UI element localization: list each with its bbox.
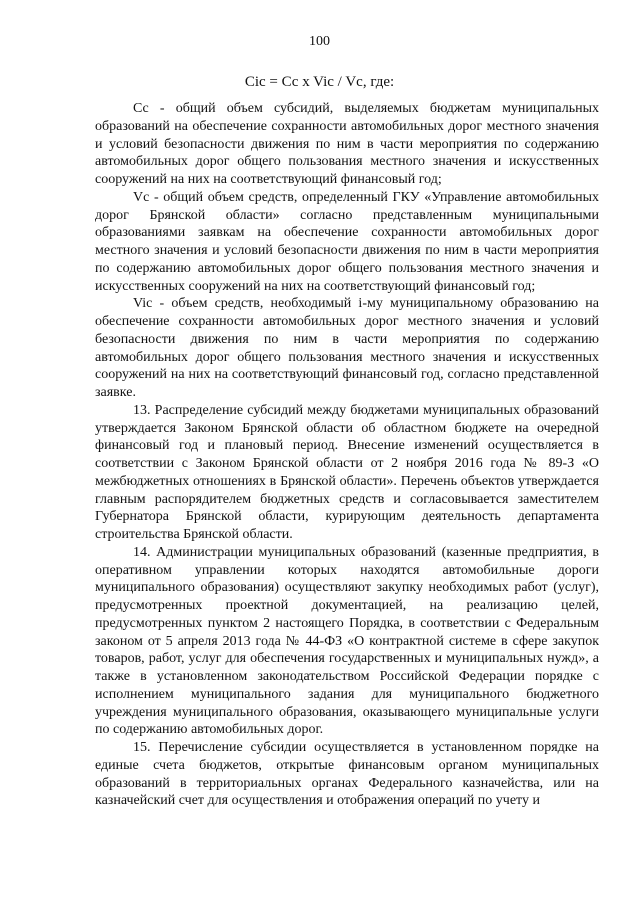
body-text	[95, 100, 599, 810]
page-number: 100	[309, 34, 330, 49]
paragraph-vc-definition: Vc - общий объем средств, определенный ГКУ «Управление автомобильных дорог Брянской области» согласно представленным муниципальными образованиями заявкам на обеспечение сохранности автомобильных дорог местного значения и условий безопасности движения по ним в части мероприятия по содержанию автомобильных дорог общего пользования местного значения и искусственных сооружений на них на соответствующий финансовый год;	[95, 189, 599, 294]
paragraph-item-15: 15. Перечисление субсидии осуществляется в установленном порядке на единые счета бюджетов, открытые финансовым органом муниципальных образований в территориальных органах Федерального казначейства, или на казначейский счет для осуществления и отображения операций по учету и	[95, 740, 599, 809]
paragraph-item-14: 14. Администрации муниципальных образований (казенные предприятия, в оперативном управлении которых находятся автомобильные дороги муниципального образования) осуществляют закупку необходимых работ (услуг), предусмотренных проектной документацией, на реализацию целей, предусмотренных пунктом 2 настоящего Порядка, в соответствии с Федеральным законом от 5 апреля 2013 года № 44-ФЗ «О контрактной системе в сфере закупок товаров, работ, услуг для обеспечения государственных и муниципальных нужд», а также в установленном законодательством Российской Федерации порядке с исполнением муниципального задания для муниципального бюджетного учреждения муниципального образования, оказывающего муниципальные услуги по содержанию автомобильных дорог.	[95, 544, 599, 738]
paragraph-cc-definition: Сс - общий объем субсидий, выделяемых бюджетам муниципальных образований на обеспечение сохранности автомобильных дорог местного значения и условий безопасности движения по ним в части мероприятия по содержанию автомобильных дорог общего пользования местного значения и искусственных сооружений на них на соответствующий финансовый год;	[95, 101, 599, 187]
paragraph-item-13: 13. Распределение субсидий между бюджетами муниципальных образований утверждается Законом Брянской области об областном бюджете на очередной финансовый год и плановый период. Внесение изменений осуществляется в соответствии с Законом Брянской области от 2 ноября 2016 года № 89-З «О межбюджетных отношениях в Брянской области». Перечень объектов утверждается главным распорядителем бюджетных средств и согласовывается заместителем Губернатора Брянской области, курирующим деятельность департамента строительства Брянской области.	[95, 402, 599, 542]
paragraph-vic-definition: Vic - объем средств, необходимый i-му муниципальному образованию на обеспечение сохранности автомобильных дорог местного значения и условий безопасности движения по ним в части мероприятия по содержанию автомобильных дорог общего пользования местного значения и искусственных сооружений на них на соответствующий финансовый год, согласно представленной заявке.	[95, 296, 599, 400]
formula-line: Ciс = Сс x Vic / Vc, где:	[244, 74, 395, 90]
